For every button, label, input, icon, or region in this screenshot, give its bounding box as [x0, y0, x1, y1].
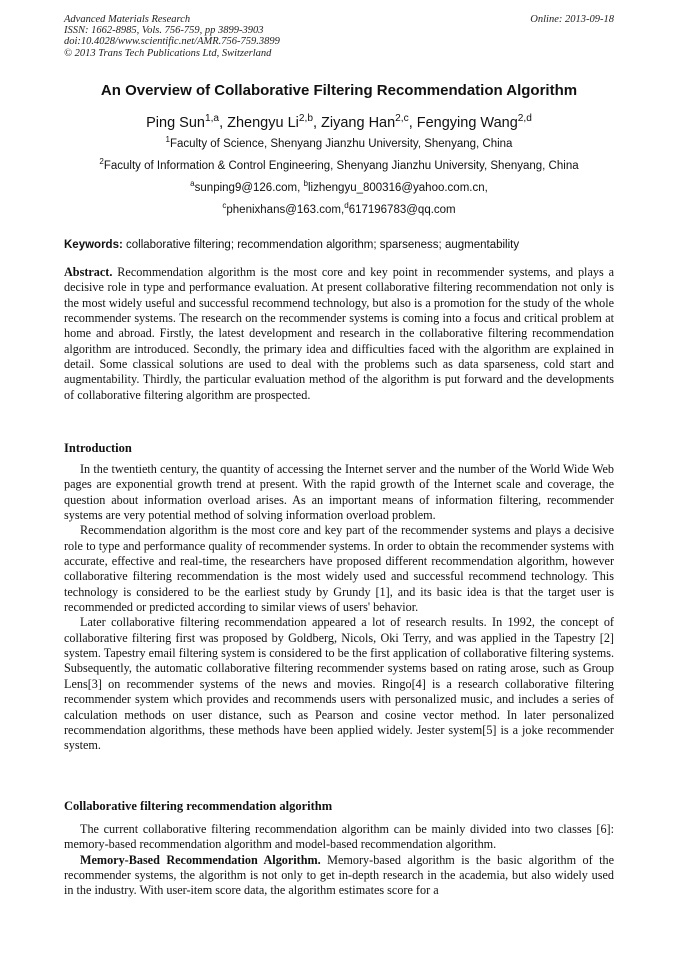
email-a: sunping9@126.com,: [194, 182, 304, 194]
email-d: 617196783@qq.com: [348, 204, 456, 216]
abstract-text: Recommendation algorithm is the most core and key point in recommender systems, and plays a decisive role in type and performance evaluation. At present collaborative filtering recommendation not only is the most widely useful and successful recommend technology, but also is a promotion for the study of the whole recommender systems. The research on the recommender systems is coming into a focus and critical problem at home and abroad. Firstly, the latest development and research in the collaborative filtering recommendation algorithm are introduced. Secondly, the primary idea and difficulties faced with the algorithm are explained in detail. Some classical solutions are used to deal with the problems such as data sparseness, cold start and augmentability. Thirdly, the particular evaluation method of the algorithm is put forward and the developments of collaborative filtering algorithm are prospected.: [64, 265, 614, 402]
email-c: phenixhans@163.com,: [226, 204, 345, 216]
author-name: Zhengyu Li: [227, 115, 299, 131]
paragraph: In the twentieth century, the quantity of accessing the Internet server and the number of the World Wide Web pages are exponential growth trend at present. With the rapid growth of the Internet scale and coverage, the question about information overload arises. As an important means of information filtering, recommender systems are very potential method of solving information overload problem.: [64, 462, 614, 523]
online-date: Online: 2013-09-18: [530, 14, 614, 25]
keywords: [64, 238, 624, 252]
author-name: Ping Sun: [146, 115, 205, 131]
journal-header: [64, 14, 280, 59]
abstract-label: Abstract.: [64, 265, 113, 279]
affiliation-2: [30, 159, 648, 173]
affiliation-1: [30, 137, 648, 151]
paragraph: The current collaborative filtering recommendation algorithm can be mainly divided into two classes [6]: memory-based recommendation algorithm and model-based recommendation algorithm.: [64, 822, 614, 852]
author-list: Ping Sun$^{1,a}$, Zhengyu Li$^{2,b}$, Ziyang Han$^{2,c}$, Fengying Wang$^{2,d}$: [146, 113, 532, 131]
affil-text: Faculty of Information & Control Engineering, Shenyang Jianzhu University, Shenyang, China: [103, 160, 579, 172]
affil-mark: 2: [99, 157, 104, 167]
doi-line: doi:10.4028/www.scientific.net/AMR.756-759.3899: [64, 36, 280, 48]
journal-name: Advanced Materials Research: [64, 14, 191, 25]
email-b: lizhengyu_800316@yahoo.com.cn,: [308, 182, 488, 194]
section-heading-introduction: Introduction: [64, 441, 132, 455]
paragraph: Recommendation algorithm is the most core and key part of the recommender systems and plays a decisive role to type and performance quality of recommender systems. In order to obtain the recommender systems with accurate, effective and real-time, the researchers have proposed different recommendation algorithm, however collaborative filtering recommendation is the most widely used and successful recommend technology. This technology is considered to be the earliest study by Grundy [1], and its basic idea is that the target user is recommended or predicted according to similar views of users' behavior.: [64, 523, 614, 615]
keywords-text: collaborative filtering; recommendation algorithm; sparseness; augmentability: [122, 239, 520, 251]
copyright-line: © 2013 Trans Tech Publications Ltd, Switzerland: [64, 47, 272, 59]
paragraph: Later collaborative filtering recommendation appeared a lot of research results. In 1992, the concept of collaborative filtering first was proposed by Goldberg, Nicols, Oki Terry, and was applied in the Tapestry [2] system. Tapestry email filtering system is considered to be the first application of collaborative filtering systems. Subsequently, the automatic collaborative filtering recommender systems based on rating arose, such as Group Lens[3] on recommender systems of the news and movies. Ringo[4] is a research collaborative filtering recommender system which provides and recommends users with personalized music, and includes a series of calculation methods on user distance, such as Pearson and cosine vector method. In later personalized recommendation algorithms, these methods have been applied widely. Jester system[5] is a joke recommender system.: [64, 615, 614, 753]
subsection-text: Memory-based algorithm is the basic algorithm of the recommender systems, the algorithm is not only to get in-depth research in the academia, but also widely used in the industry. With user-item score data, the algorithm estimates score for a: [64, 852, 614, 898]
paper-title: An Overview of Collaborative Filtering Recommendation Algorithm: [100, 82, 578, 99]
abstract: [64, 265, 614, 403]
paragraph: [64, 853, 614, 899]
affil-text: Faculty of Science, Shenyang Jianzhu University, Shenyang, China: [170, 138, 513, 150]
section-heading-cf: Collaborative filtering recommendation algorithm: [64, 799, 333, 813]
cf-section-body: [64, 822, 614, 899]
email-line-1: $^a$sunping9@126.com, $^b$lizhengyu_800316@yahoo.com.cn,: [190, 179, 488, 194]
keywords-label: Keywords:: [64, 239, 123, 251]
issn-line: ISSN: 1662-8985, Vols. 756-759, pp 3899-3903: [64, 25, 264, 37]
author-name: Ziyang Han: [321, 115, 396, 131]
author-affil-mark: 2,d: [517, 113, 532, 125]
introduction-body: [64, 462, 614, 754]
author-affil-mark: 1,a: [204, 113, 220, 125]
author-affil-mark: 2,c: [395, 113, 409, 125]
author-name: Fengying Wang: [416, 115, 518, 131]
author-affil-mark: 2,b: [298, 113, 313, 125]
subsection-lead: Memory-Based Recommendation Algorithm.: [80, 852, 321, 867]
email-line-2: $^c$phenixhans@163.com,$^d$617196783@qq.com: [222, 201, 456, 216]
affil-mark: 1: [165, 135, 171, 145]
